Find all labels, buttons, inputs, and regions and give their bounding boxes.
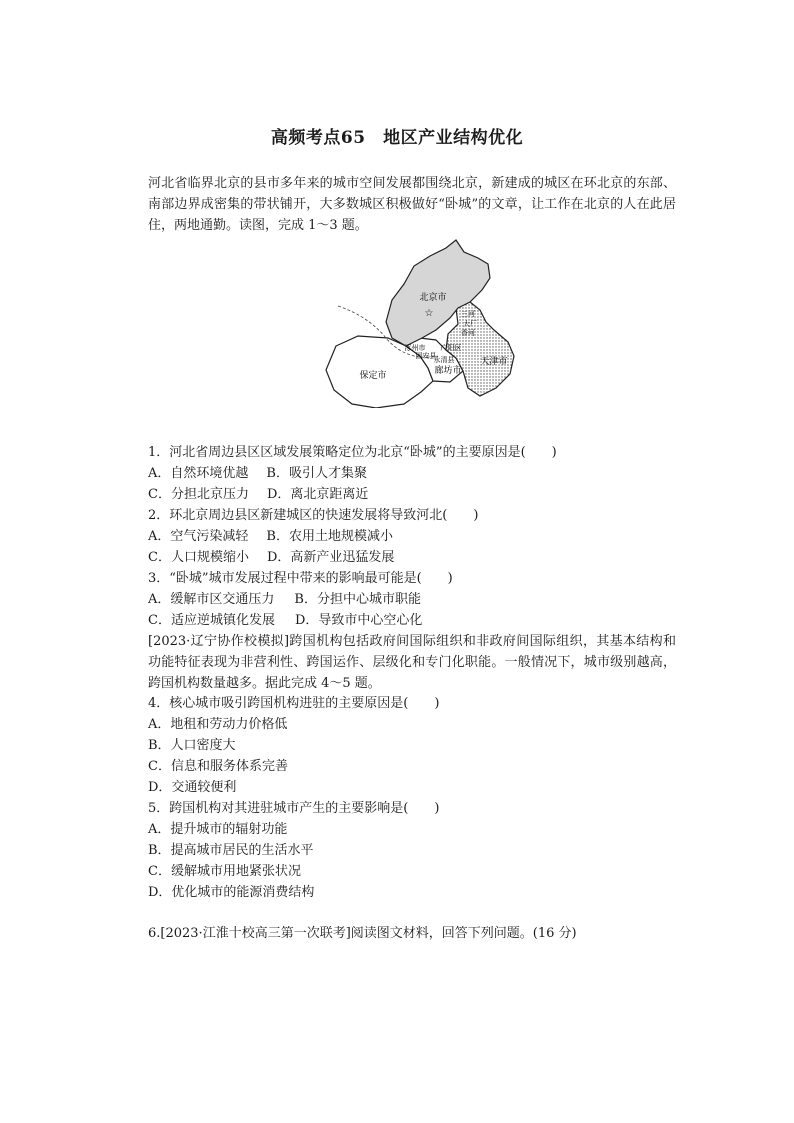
option-1b: B．吸引人才集聚 [266,466,367,481]
question-2-options-ab [148,527,393,547]
option-4c: C．信息和服务体系完善 [148,759,288,774]
map-label-tianjin: 天津市 [480,357,508,367]
option-4a: A．地租和劳动力价格低 [148,717,288,732]
question-3-options-cd [148,611,422,631]
map-label-xianghe: 香河 [461,329,475,337]
option-2a: A．空气污染减轻 [148,529,249,544]
map-label-sanhe: 三河 [461,310,475,318]
option-5d: D．优化城市的能源消费结构 [148,885,315,900]
intro-paragraph: 河北省临界北京的县市多年来的城市空间发展都围绕北京，新建成的城区在环北京的东部、南部边界成密集的带状铺开，大多数城区积极做好“卧城”的文章，让工作在北京的人在此居住，两地通勤。读图，完成 1～3 题。 [148,176,676,233]
option-4d: D．交通较便利 [148,780,237,795]
option-3d: D．导致市中心空心化 [294,613,423,628]
map-label-langfang: 廊坊市 [434,366,462,376]
map-label-guangyang: 广阳区 [440,344,462,352]
region-map [318,238,533,408]
option-1d: D．离北京距离近 [266,487,369,502]
map-label-dachang: 大厂 [463,320,477,328]
question-2-stem: 2．环北京周边县区新建城区的快速发展将导致河北( ) [148,508,479,523]
question-1-options-ab [148,464,367,484]
option-5c: C．缓解城市用地紧张状况 [148,864,301,879]
map-label-baoding: 保定市 [359,371,387,381]
question-6-stem: 6.[2023·江淮十校高三第一次联考]阅读图文材料，回答下列问题。(16 分) [148,926,577,941]
option-2c: C．人口规模缩小 [148,550,249,565]
option-2b: B．农用土地规模减小 [266,529,393,544]
option-3c: C．适应逆城镇化发展 [148,613,275,628]
question-2-options-cd [148,548,394,568]
capital-star-icon: ☆ [424,308,434,319]
option-3b: B．分担中心城市职能 [294,592,421,607]
question-5-stem: 5．跨国机构对其进驻城市产生的主要影响是( ) [148,801,440,816]
map-label-zhuozhou: 涿州市 [404,344,426,352]
option-5a: A．提升城市的辐射功能 [148,822,288,837]
question-4-stem: 4．核心城市吸引跨国机构进驻的主要原因是( ) [148,696,440,711]
option-1c: C．分担北京压力 [148,487,249,502]
map-label-beijing: 北京市 [419,293,447,303]
intro-paragraph-2: [2023·辽宁协作校模拟]跨国机构包括政府间国际组织和非政府间国际组织，其基本结构和功能特征表现为非营利性、跨国运作、层级化和专门化职能。一般情况下，城市级别越高，跨国机构数量越多。据此完成 4～5 题。 [148,634,676,691]
option-4b: B．人口密度大 [148,738,236,753]
question-1-stem: 1．河北省周边县区区域发展策略定位为北京“卧城”的主要原因是( ) [148,445,557,460]
question-3-options-ab [148,590,421,610]
option-3a: A．缓解市区交通压力 [148,592,275,607]
map-label-guan: 固安县 [415,352,437,360]
option-2d: D．高新产业迅猛发展 [266,550,395,565]
option-1a: A．自然环境优越 [148,466,249,481]
page-title: 高频考点65 地区产业结构优化 [270,128,524,148]
question-3-stem: 3．“卧城”城市发展过程中带来的影响最可能是( ) [148,571,453,586]
map-label-yongqing: 永清县 [433,356,455,364]
option-5b: B．提高城市居民的生活水平 [148,843,314,858]
question-1-options-cd [148,485,368,505]
